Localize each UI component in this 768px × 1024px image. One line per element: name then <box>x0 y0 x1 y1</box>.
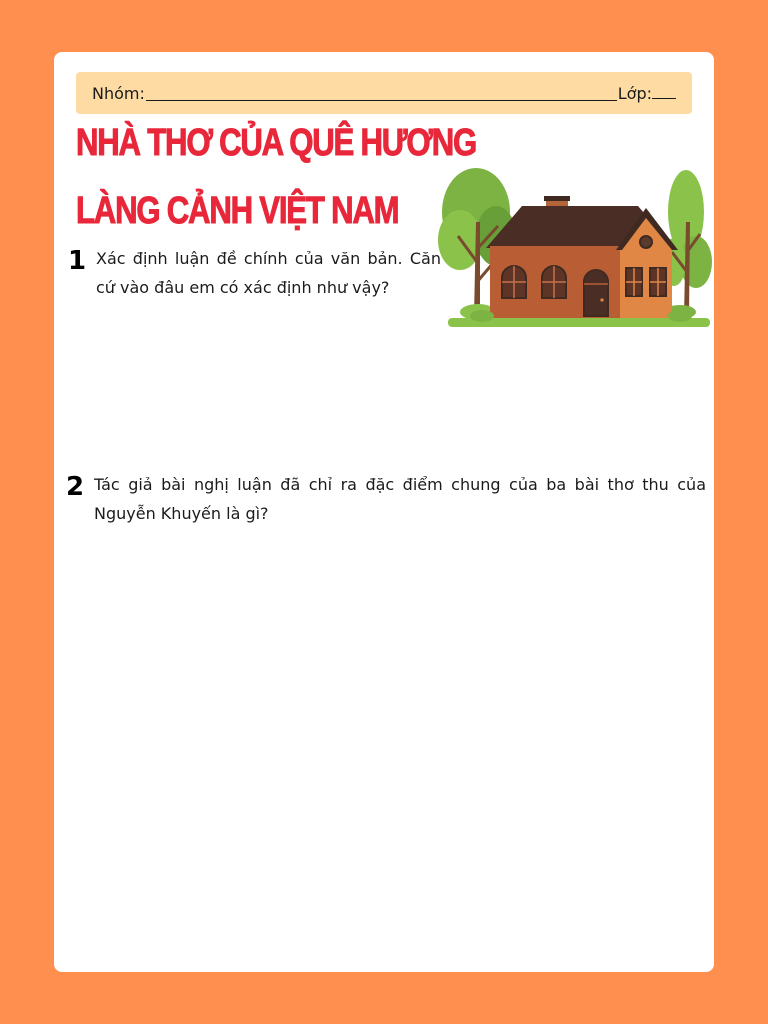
title-line-1: NHÀ THƠ CỦA QUÊ HƯƠNG <box>76 122 476 164</box>
class-field[interactable] <box>618 84 676 103</box>
worksheet-page <box>54 52 714 972</box>
group-field[interactable] <box>92 84 618 103</box>
class-label: Lớp: <box>617 83 652 103</box>
question-number: 1 <box>68 246 87 276</box>
title-line-2: LÀNG CẢNH VIỆT NAM <box>76 190 399 232</box>
name-class-bar <box>76 72 692 114</box>
question-text: Xác định luận đề chính của văn bản. Căn cứ vào đâu em có xác định như vậy? <box>96 249 441 297</box>
class-blank-line[interactable] <box>652 84 676 99</box>
group-label: Nhóm: <box>92 83 145 103</box>
house-with-trees-icon <box>434 152 714 332</box>
question-number: 2 <box>66 472 85 502</box>
group-blank-line[interactable] <box>146 86 617 101</box>
question-text: Tác giả bài nghị luận đã chỉ ra đặc điểm chung của ba bài thơ thu của Nguyễn Khuyến là gì? <box>94 475 706 523</box>
